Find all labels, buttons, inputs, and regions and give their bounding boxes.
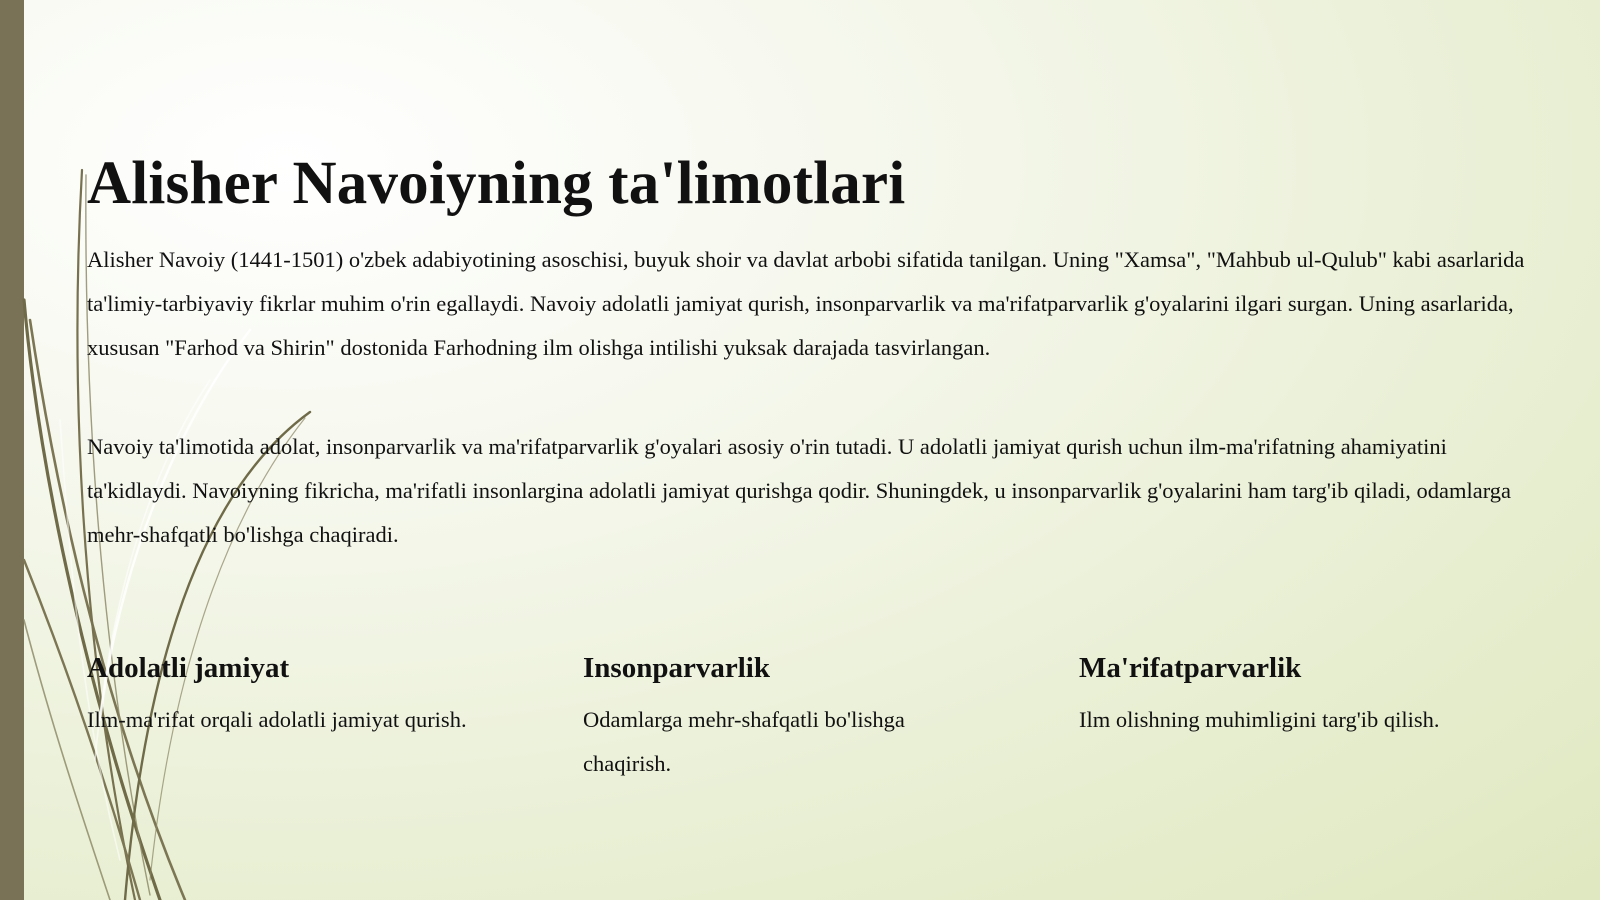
key-idea-heading: Ma'rifatparvarlik [1079, 652, 1302, 684]
key-idea-humanism [583, 648, 973, 786]
key-idea-heading: Insonparvarlik [583, 652, 770, 684]
key-idea-text: Ilm olishning muhimligini targ'ib qilish. [1079, 707, 1440, 732]
key-idea-heading: Adolatli jamiyat [87, 652, 290, 684]
main-content [87, 148, 1527, 557]
teaching-paragraph: Navoiy ta'limotida adolat, insonparvarlik va ma'rifatparvarlik g'oyalari asosiy o'rin tutadi. U adolatli jamiyat qurish uchun ilm-ma'rifatning ahamiyatini ta'kidlaydi. Navoiyning fikricha, ma'rifatli insonlargina adolatli jamiyat qurishga qodir. Shuningdek, u insonparvarlik g'oyalarini ham targ'ib qiladi, odamlarga mehr-shafqatli bo'lishga chaqiradi. [87, 434, 1512, 547]
key-idea-enlightenment [1079, 648, 1479, 742]
intro-paragraph: Alisher Navoiy (1441-1501) o'zbek adabiyotining asoschisi, buyuk shoir va davlat arbobi sifatida tanilgan. Uning "Xamsa", "Mahbub ul-Qulub" kabi asarlarida ta'limiy-tarbiyaviy fikrlar muhim o'rin egallaydi. Navoiy adolatli jamiyat qurish, insonparvarlik va ma'rifatparvarlik g'oyalarini ilgari surgan. Uning asarlarida, xususan "Farhod va Shirin" dostonida Farhodning ilm olishga intilishi yuksak darajada tasvirlangan. [87, 247, 1525, 360]
slide-title: Alisher Navoiyning ta'limotlari [87, 150, 906, 217]
key-idea-text: Ilm-ma'rifat orqali adolatli jamiyat qurish. [87, 707, 467, 732]
key-idea-justice [87, 648, 487, 742]
key-idea-text: Odamlarga mehr-shafqatli bo'lishga chaqirish. [583, 707, 905, 776]
accent-bar [0, 0, 24, 900]
key-ideas [87, 648, 1567, 798]
